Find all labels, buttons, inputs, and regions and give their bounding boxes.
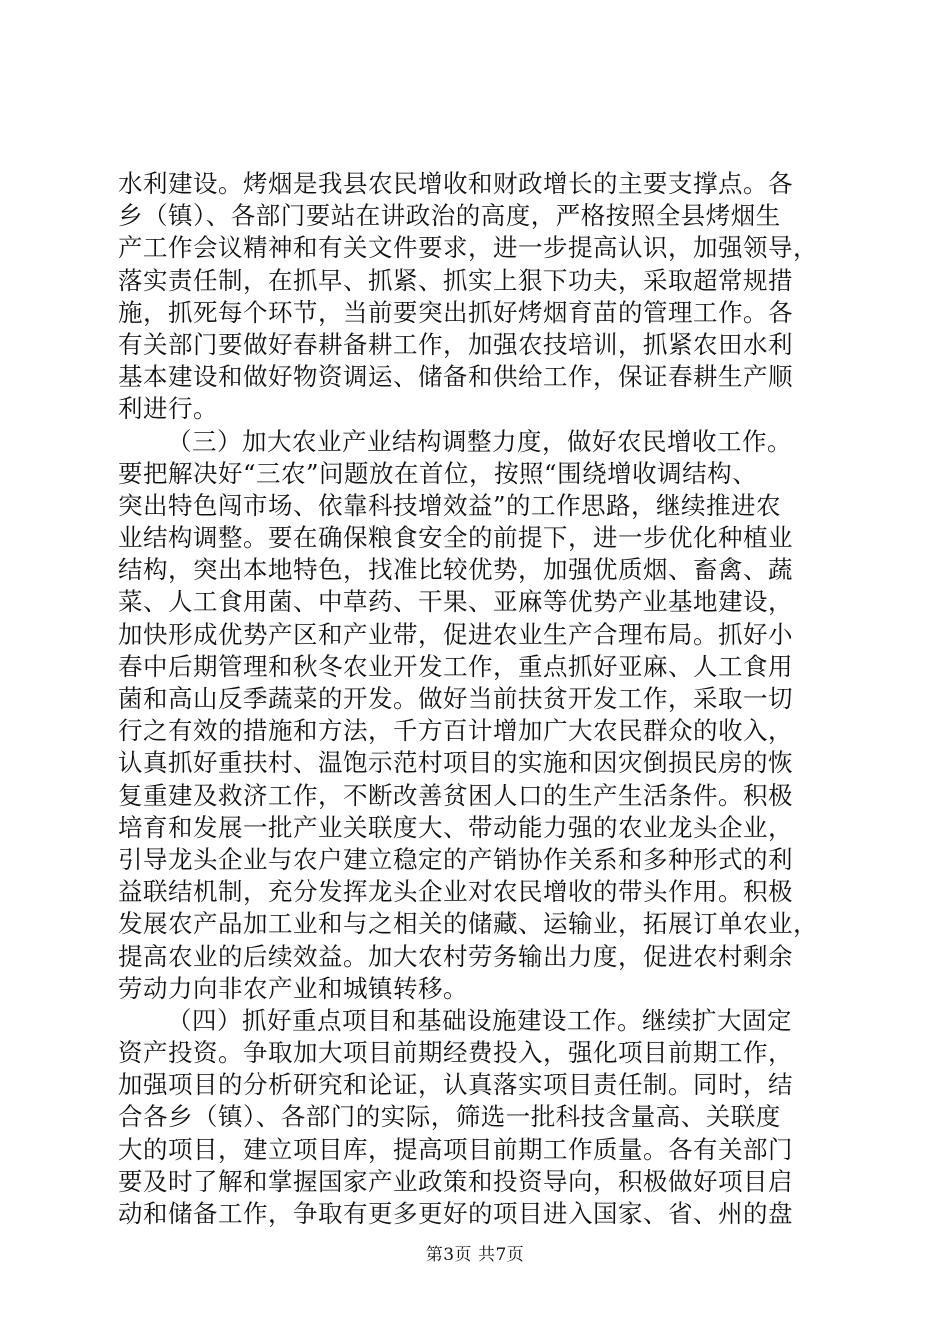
text-line: 要把解决好“三农”问题放在首位，按照“围绕增收调结构、 [118,458,758,488]
page-number-label: 第3页 共7页 [425,1245,525,1265]
text-line: 业结构调整。要在确保粮食安全的前提下，进一步优化种植业 [118,523,793,553]
text-line: 劳动力向非农产业和城镇转移。 [118,973,468,1003]
text-line: 水利建设。烤烟是我县农民增收和财政增长的主要支撑点。各 [118,169,793,198]
text-line: 动和储备工作，争取有更多更好的项目进入国家、省、州的盘 [118,1199,793,1228]
text-line: 结构，突出本地特色，找准比较优势，加强优质烟、畜禽、蔬 [118,555,793,585]
text-line: 复重建及救济工作，不断改善贫困人口的生产生活条件。积极 [118,780,793,810]
text-line: 引导龙头企业与农户建立稳定的产销协作关系和多种形式的利 [118,844,793,874]
text-line: 乡（镇）、各部门要站在讲政治的高度，严格按照全县烤烟生 [118,201,781,231]
text-line: 加强项目的分析研究和论证，认真落实项目责任制。同时，结 [118,1070,793,1100]
text-line: 大的项目，建立项目库，提高项目前期工作质量。各有关部门 [118,1134,793,1164]
page-footer [0,1244,950,1266]
text-line: 有关部门要做好春耕备耕工作，加强农技培训，抓紧农田水利 [118,329,793,359]
text-line: 施，抓死每个环节，当前要突出抓好烤烟育苗的管理工作。各 [118,297,793,327]
text-line: 益联结机制，充分发挥龙头企业对农民增收的带头作用。积极 [118,877,793,907]
body-text [118,168,838,1230]
text-line: 发展农产品加工业和与之相关的储藏、运输业，拓展订单农业， [118,909,818,939]
text-line: 落实责任制，在抓早、抓紧、抓实上狠下功夫，采取超常规措 [118,265,793,295]
text-line: 菌和高山反季蔬菜的开发。做好当前扶贫开发工作，采取一切 [118,684,793,713]
section-heading-line: （四）抓好重点项目和基础设施建设工作。继续扩大固定 [167,1005,792,1035]
text-line: 资产投资。争取加大项目前期经费投入，强化项目前期工作， [118,1038,793,1068]
text-line: 合各乡（镇）、各部门的实际，筛选一批科技含量高、关联度 [118,1102,781,1132]
text-line: 培育和发展一批产业关联度大、带动能力强的农业龙头企业， [118,812,793,842]
text-line: 产工作会议精神和有关文件要求，进一步提高认识，加强领导， [118,233,818,263]
section-heading-line: （三）加大农业产业结构调整力度，做好农民增收工作。 [167,426,792,456]
text-line: 基本建设和做好物资调运、储备和供给工作，保证春耕生产顺 [118,362,793,392]
text-line: 突出特色闯市场、依靠科技增效益”的工作思路，继续推进农 [118,490,782,520]
text-line: 加快形成优势产区和产业带，促进农业生产合理布局。抓好小 [118,619,793,649]
text-line: 春中后期管理和秋冬农业开发工作，重点抓好亚麻、人工食用 [118,651,793,681]
text-line: 利进行。 [118,394,218,424]
text-line: 提高农业的后续效益。加大农村劳务输出力度，促进农村剩余 [118,941,793,971]
text-line: 行之有效的措施和方法，千方百计增加广大农民群众的收入， [118,716,793,746]
text-line: 菜、人工食用菌、中草药、干果、亚麻等优势产业基地建设， [118,587,793,617]
text-line: 认真抓好重扶村、温饱示范村项目的实施和因灾倒损民房的恢 [118,748,793,778]
text-line: 要及时了解和掌握国家产业政策和投资导向，积极做好项目启 [118,1166,793,1196]
